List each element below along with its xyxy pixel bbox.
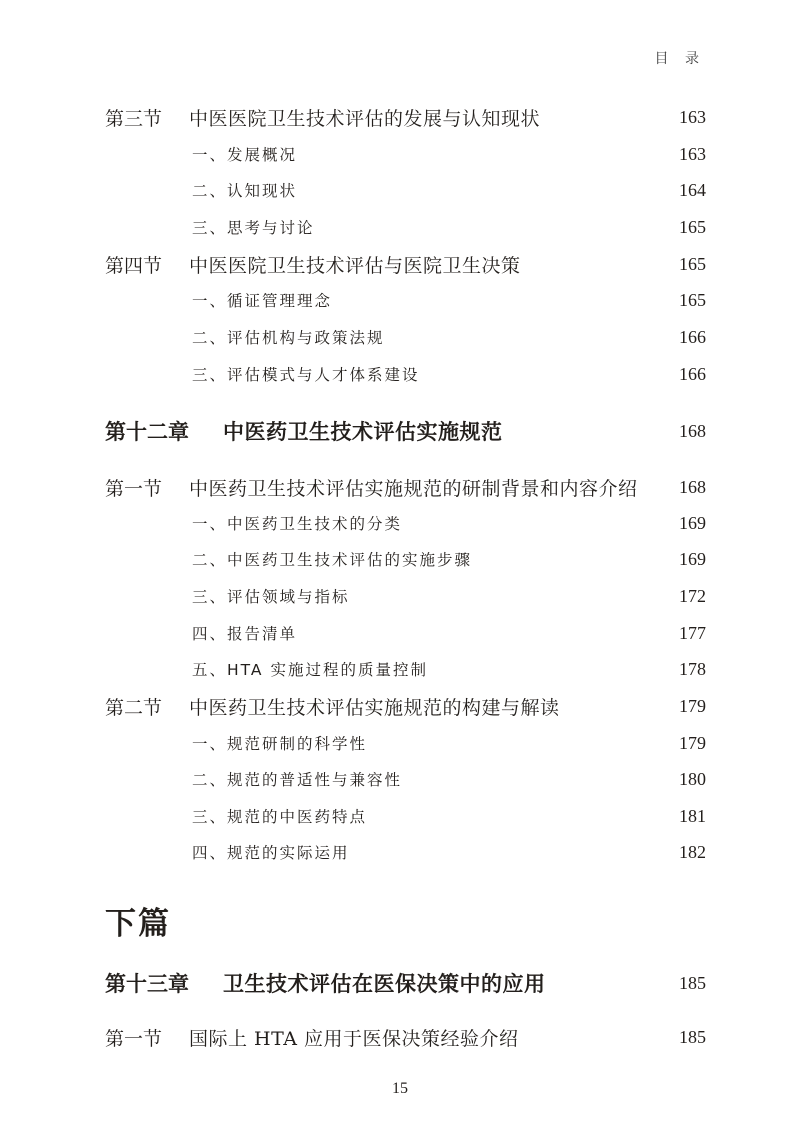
page-number: 179 — [679, 732, 706, 753]
page-number: 185 — [679, 1026, 706, 1047]
running-head: 目 录 — [654, 51, 705, 67]
page-number: 168 — [679, 476, 706, 497]
subsection-title: 一、循证管理理念 — [192, 292, 333, 310]
chapter-title: 卫生技术评估在医保决策中的应用 — [223, 971, 546, 996]
part-heading: 下篇 — [105, 906, 171, 942]
toc-subsection-entry[interactable] — [105, 654, 706, 684]
page-number: 177 — [679, 622, 706, 643]
section-number: 第三节 — [105, 107, 163, 130]
subsection-title: 二、规范的普适性与兼容性 — [192, 771, 403, 789]
toc-subsection-entry[interactable] — [105, 618, 706, 648]
section-title: 中医药卫生技术评估实施规范的构建与解读 — [189, 696, 560, 719]
toc-subsection-entry[interactable] — [105, 801, 706, 831]
page-number: 165 — [679, 289, 706, 310]
page-number: 165 — [679, 253, 706, 274]
toc-subsection-entry[interactable] — [105, 359, 706, 389]
toc-subsection-entry[interactable] — [105, 212, 706, 242]
page-number: 163 — [679, 106, 706, 127]
section-number: 第一节 — [105, 477, 163, 500]
chapter-number: 第十三章 — [105, 971, 189, 996]
subsection-title: 三、思考与讨论 — [192, 219, 315, 237]
section-title: 中医药卫生技术评估实施规范的研制背景和内容介绍 — [189, 477, 638, 500]
chapter-title: 中医药卫生技术评估实施规范 — [223, 419, 503, 444]
subsection-title: 三、规范的中医药特点 — [192, 808, 368, 826]
toc-subsection-entry[interactable] — [105, 175, 706, 205]
chapter-number: 第十二章 — [105, 419, 189, 444]
section-title: 中医医院卫生技术评估与医院卫生决策 — [189, 254, 521, 277]
page-number: 168 — [679, 420, 706, 441]
subsection-title: 二、评估机构与政策法规 — [192, 329, 385, 347]
toc-subsection-entry[interactable] — [105, 728, 706, 758]
toc-subsection-entry[interactable] — [105, 508, 706, 538]
toc-section-entry[interactable] — [105, 691, 706, 721]
toc-section-entry[interactable] — [105, 102, 706, 132]
toc-subsection-entry[interactable] — [105, 544, 706, 574]
footer-page-number: 15 — [392, 1080, 408, 1097]
toc-chapter-entry[interactable] — [105, 968, 706, 998]
page-number: 169 — [679, 548, 706, 569]
toc-section-entry[interactable] — [105, 1022, 706, 1052]
subsection-title: 一、中医药卫生技术的分类 — [192, 515, 403, 533]
subsection-title: 三、评估领域与指标 — [192, 588, 350, 606]
page-number: 163 — [679, 143, 706, 164]
toc-subsection-entry[interactable] — [105, 322, 706, 352]
page-number: 169 — [679, 512, 706, 533]
subsection-title: 二、中医药卫生技术评估的实施步骤 — [192, 551, 473, 569]
subsection-title: 二、认知现状 — [192, 182, 298, 200]
toc-subsection-entry[interactable] — [105, 764, 706, 794]
page-number: 180 — [679, 768, 706, 789]
toc-subsection-entry[interactable] — [105, 139, 706, 169]
subsection-title: 五、HTA 实施过程的质量控制 — [192, 661, 428, 679]
page-number: 165 — [679, 216, 706, 237]
subsection-title: 四、报告清单 — [192, 625, 298, 643]
page-number: 181 — [679, 805, 706, 826]
subsection-title: 一、发展概况 — [192, 146, 298, 164]
page-number: 166 — [679, 363, 706, 384]
subsection-title: 一、规范研制的科学性 — [192, 735, 368, 753]
page-number: 164 — [679, 179, 706, 200]
toc-chapter-entry[interactable] — [105, 416, 706, 446]
page-number: 166 — [679, 326, 706, 347]
subsection-title: 四、规范的实际运用 — [192, 844, 350, 862]
toc-section-entry[interactable] — [105, 249, 706, 279]
page-number: 185 — [679, 972, 706, 993]
subsection-title: 三、评估模式与人才体系建设 — [192, 366, 420, 384]
toc-subsection-entry[interactable] — [105, 581, 706, 611]
page-number: 182 — [679, 841, 706, 862]
section-number: 第一节 — [105, 1027, 163, 1050]
page-number: 172 — [679, 585, 706, 606]
toc-section-entry[interactable] — [105, 472, 706, 502]
toc-subsection-entry[interactable] — [105, 285, 706, 315]
section-number: 第二节 — [105, 696, 163, 719]
section-title: 国际上 HTA 应用于医保决策经验介绍 — [189, 1027, 519, 1050]
section-number: 第四节 — [105, 254, 163, 277]
page-number: 179 — [679, 695, 706, 716]
toc-subsection-entry[interactable] — [105, 837, 706, 867]
page-number: 178 — [679, 658, 706, 679]
section-title: 中医医院卫生技术评估的发展与认知现状 — [189, 107, 541, 130]
